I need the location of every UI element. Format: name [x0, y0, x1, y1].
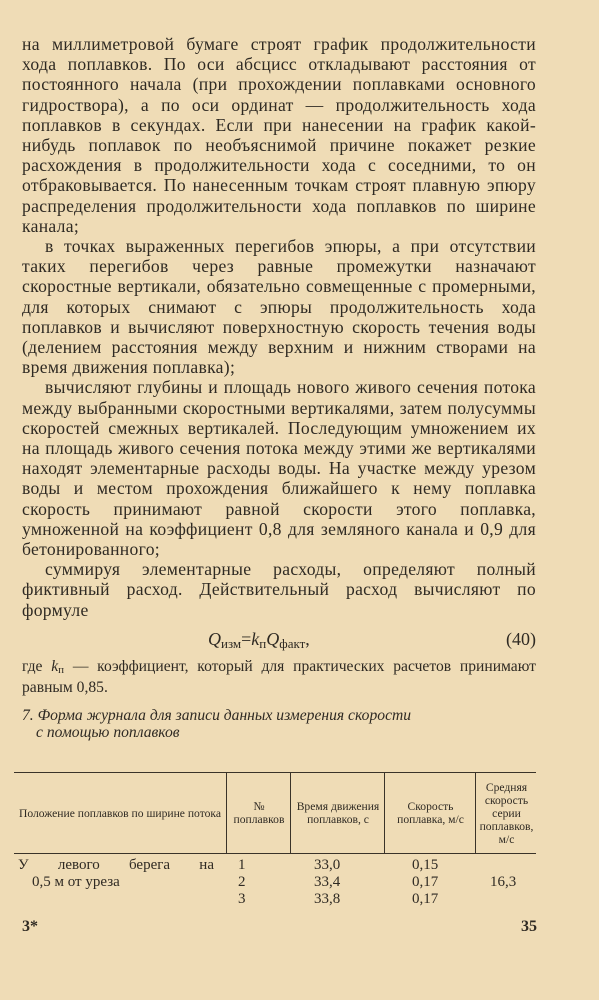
row-1-number: 1 — [238, 857, 246, 873]
table-body — [14, 854, 536, 910]
formula-expression — [208, 624, 310, 659]
position-line-1: У левого берега на — [18, 857, 214, 873]
note-text: — коэффициент, который для практических расчетов принимают равным 0,85. — [22, 657, 536, 696]
formula-40 — [22, 624, 536, 654]
body-text — [22, 34, 536, 742]
caption-line-2: с помощью поплавков — [36, 724, 180, 742]
row-3-time: 33,8 — [314, 891, 341, 907]
formula-equals: = — [241, 628, 252, 649]
formula-rhs-subscript: факт — [279, 635, 306, 651]
row-3-number: 3 — [238, 891, 246, 907]
series-mean-speed: 16,3 — [490, 874, 517, 890]
header-position: Положение поплавков по ширине потока — [18, 806, 222, 820]
formula-rhs: Q — [266, 628, 280, 649]
float-measurement-table — [14, 772, 536, 910]
row-2-number: 2 — [238, 874, 246, 890]
page-number: 35 — [521, 918, 537, 935]
position-line-2: 0,5 м от уреза — [32, 874, 120, 890]
note-symbol-subscript: п — [58, 663, 65, 676]
note-lead: где — [22, 657, 43, 675]
header-speed: Скорость поплавка, м/с — [384, 773, 476, 853]
caption-line-1: 7. Форма журнала для записи данных измерения скорости — [22, 706, 412, 724]
coefficient-note — [22, 658, 536, 697]
header-float-number: № поплавков — [226, 773, 291, 853]
header-mean-speed: Средняя скорость серии поплавков, м/с — [475, 773, 537, 853]
header-time: Время движения поплавков, с — [290, 773, 385, 853]
paragraph: в точках выраженных перегибов эпюры, а при отсутствии таких перегибов через равные промежутки назначают скоростные вертикали, обязательно совмещенные с промерными, для которых снимают с эпюры продолжительность хода поплавков и вычисляют поверхностную скорость течения воды (делением расстояния между верхним и нижним створами на время движения поплавка); — [22, 236, 536, 378]
note-symbol: k — [51, 657, 59, 675]
formula-lhs: Q — [208, 628, 221, 649]
row-2-time: 33,4 — [314, 874, 341, 890]
formula-coefficient: k — [251, 628, 260, 649]
paragraph: на миллиметровой бумаге строят график продолжительности хода поплавков. По оси абсцисс откладывают расстояния от постоянного начала (при прохождении поплавками основного гидроствора), а по оси ординат — продолжительность хода поплавков в секундах. Если при нанесении на график какой-нибудь поплавок по необъяснимой причине покажет резкие расхождения в продолжительности хода с соседними, то он отбраковывается. По нанесенным точкам строят плавную эпюру распределения продолжительности хода поплавков по ширине канала; — [22, 34, 536, 236]
formula-lhs-subscript: изм — [221, 635, 242, 651]
formula-comma: , — [305, 628, 310, 649]
row-1-time: 33,0 — [314, 857, 341, 873]
formula-coefficient-subscript: п — [259, 635, 267, 651]
formula-number: (40) — [506, 628, 536, 649]
paragraph: вычисляют глубины и площадь нового живого сечения потока между выбранными скоростными вертикалями, затем полусуммы скоростей смежных вертикалей. Последующим умножением их на площадь живого сечения потока между этими же вертикалями находят элементарные расходы воды. На участке между урезом воды и местом прохождения ближайшего к нему поплавка скорость принимают равной скорости этого поплавка, умноженной на коэффициент 0,8 для земляного канала и 0,9 для бетонированного; — [22, 377, 536, 560]
row-1-speed: 0,15 — [412, 857, 439, 873]
table-header — [14, 773, 536, 853]
signature-mark: 3* — [22, 918, 38, 935]
row-2-speed: 0,17 — [412, 874, 439, 890]
row-3-speed: 0,17 — [412, 891, 439, 907]
table-caption — [22, 707, 536, 742]
paragraph: суммируя элементарные расходы, определяют полный фиктивный расход. Действительный расход вычисляют по формуле — [22, 559, 536, 620]
